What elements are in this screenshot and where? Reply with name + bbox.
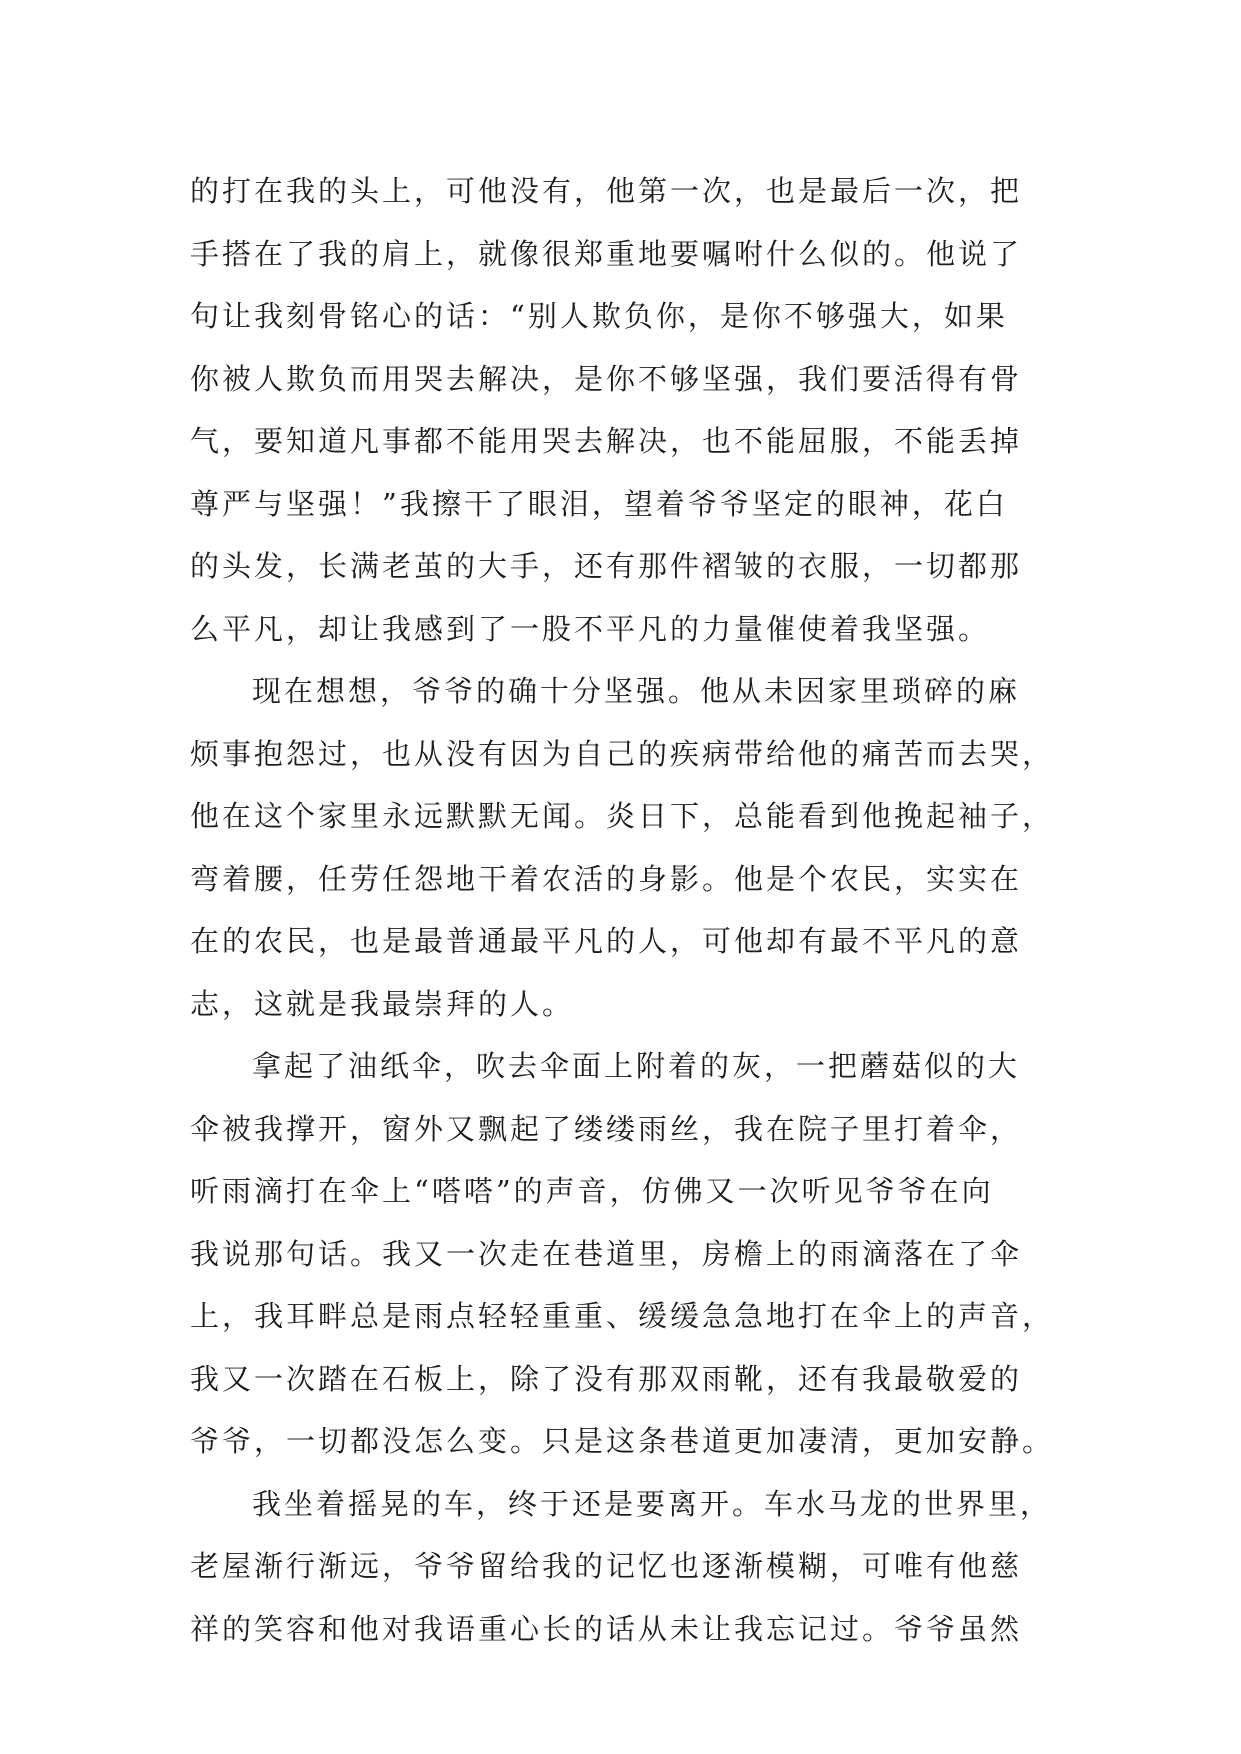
text-line: 我又一次踏在石板上，除了没有那双雨靴，还有我最敬爱的 [190,1361,1023,1396]
text-line: 在的农民，也是最普通最平凡的人，可他却有最不平凡的意 [190,924,1023,958]
text-line: 拿起了油纸伞，吹去伞面上附着的灰，一把蘑菇似的大 [252,1049,1021,1083]
text-line: 气，要知道凡事都不能用哭去解决，也不能屈服，不能丢掉 [190,424,1023,458]
text-line: 句让我刻骨铭心的话：“别人欺负你，是你不够强大，如果 [190,299,1008,333]
text-line: 么平凡，却让我感到了一股不平凡的力量催使着我坚强。 [190,611,991,646]
text-line: 听雨滴打在伞上“嗒嗒”的声音，仿佛又一次听见爷爷在向 [190,1174,994,1208]
text-line: 烦事抱怨过，也从没有因为自己的疾病带给他的痛苦而去哭， [190,736,1055,771]
text-line: 手搭在了我的肩上，就像很郑重地要嘱咐什么似的。他说了 [190,236,1023,271]
text-line: 的头发，长满老茧的大手，还有那件褶皱的衣服，一切都那 [190,549,1023,583]
text-line: 我坐着摇晃的车，终于还是要离开。车水马龙的世界里， [252,1486,1053,1521]
text-line: 伞被我撑开，窗外又飘起了缕缕雨丝，我在院子里打着伞， [190,1111,1023,1146]
text-line: 尊严与坚强！”我擦干了眼泪，望着爷爷坚定的眼神，花白 [190,486,1008,521]
text-line: 他在这个家里永远默默无闻。炎日下，总能看到他挽起袖子， [190,799,1055,833]
text-line: 弯着腰，任劳任怨地干着农活的身影。他是个农民，实实在 [190,861,1023,896]
text-line: 的打在我的头上，可他没有，他第一次，也是最后一次，把 [190,174,1023,208]
essay-body [190,160,1070,1660]
text-line: 老屋渐行渐远，爷爷留给我的记忆也逐渐模糊，可唯有他慈 [190,1549,1023,1583]
paragraph [190,1473,1070,1661]
paragraph [190,160,1070,660]
text-line: 爷爷，一切都没怎么变。只是这条巷道更加凄清，更加安静。 [190,1424,1055,1458]
paragraph [190,660,1070,1035]
text-line: 我说那句话。我又一次走在巷道里，房檐上的雨滴落在了伞 [190,1236,1023,1271]
text-line: 你被人欺负而用哭去解决，是你不够坚强，我们要活得有骨 [190,361,1023,396]
text-line: 现在想想，爷爷的确十分坚强。他从未因家里琐碎的麻 [252,674,1021,708]
text-line: 上，我耳畔总是雨点轻轻重重、缓缓急急地打在伞上的声音， [190,1299,1055,1333]
paragraph [190,1035,1070,1473]
text-line: 祥的笑容和他对我语重心长的话从未让我忘记过。爷爷虽然 [190,1611,1023,1646]
text-line: 志，这就是我最崇拜的人。 [190,986,575,1021]
